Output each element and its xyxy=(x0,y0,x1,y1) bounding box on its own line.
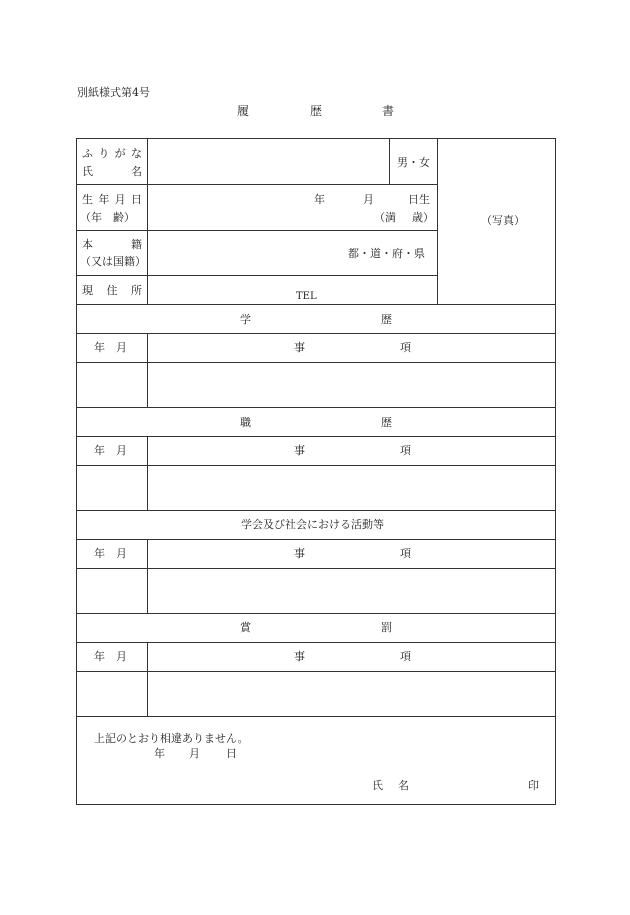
title-char-2: 歴 xyxy=(310,104,323,118)
birth-day-label: 日生 xyxy=(408,193,430,206)
date-month-label: 月 xyxy=(189,747,200,760)
col-divider xyxy=(437,138,438,304)
row-divider xyxy=(76,436,556,437)
row-divider xyxy=(76,613,556,614)
title-char-3: 書 xyxy=(382,104,395,118)
col-header-item-1: 事 xyxy=(294,650,305,663)
section-education-title-1: 学 xyxy=(240,313,251,326)
honseki-label: 本 籍 xyxy=(82,238,142,251)
row-divider xyxy=(76,465,556,466)
attestation-statement: 上記のとおり相違ありません。 xyxy=(94,732,249,745)
row-divider xyxy=(76,230,438,231)
photo-placeholder: （写真） xyxy=(481,214,525,227)
table-border-bottom xyxy=(76,804,556,805)
section-career-title-2: 歴 xyxy=(381,416,392,429)
col-header-item-2: 項 xyxy=(400,341,411,354)
section-activities-title: 学会及び社会における活動等 xyxy=(241,518,384,531)
age-close-label: 歳） xyxy=(412,211,434,224)
col-header-item-1: 事 xyxy=(294,547,305,560)
section-awards-title-1: 賞 xyxy=(240,621,251,634)
col-header-date: 年 月 xyxy=(94,341,127,354)
row-divider xyxy=(76,333,556,334)
col-header-date: 年 月 xyxy=(94,547,127,560)
signature-name-label-1: 氏 xyxy=(372,779,383,792)
col-header-item-2: 項 xyxy=(400,547,411,560)
name-label: 氏 名 xyxy=(82,165,142,178)
col-header-item-1: 事 xyxy=(294,341,305,354)
signature-name-label-2: 名 xyxy=(398,779,409,792)
col-header-item-2: 項 xyxy=(400,650,411,663)
col-divider xyxy=(147,539,148,613)
section-awards-title-2: 罰 xyxy=(381,621,392,634)
prefecture-field[interactable]: 都・道・府・県 xyxy=(348,247,425,260)
table-border-top xyxy=(76,138,556,139)
row-divider xyxy=(76,362,556,363)
col-divider xyxy=(147,436,148,510)
col-divider xyxy=(389,138,390,184)
seal-label: 印 xyxy=(528,779,539,792)
row-divider xyxy=(76,184,438,185)
col-divider xyxy=(147,333,148,407)
tel-label: TEL xyxy=(296,291,317,302)
gender-field[interactable]: 男・女 xyxy=(397,156,430,169)
col-header-date: 年 月 xyxy=(94,444,127,457)
date-day-label: 日 xyxy=(226,747,237,760)
col-divider xyxy=(147,138,148,304)
row-divider xyxy=(76,510,556,511)
col-divider xyxy=(147,642,148,716)
birthdate-label: 生 年 月 日 xyxy=(82,193,142,206)
row-divider xyxy=(76,539,556,540)
col-header-date: 年 月 xyxy=(94,650,127,663)
date-year-label: 年 xyxy=(154,747,165,760)
row-divider xyxy=(76,407,556,408)
row-divider xyxy=(76,275,438,276)
section-career-title-1: 職 xyxy=(240,416,251,429)
col-header-item-1: 事 xyxy=(294,444,305,457)
row-divider xyxy=(76,568,556,569)
section-education-title-2: 歴 xyxy=(381,313,392,326)
furigana-label: ふ り が な xyxy=(82,147,142,160)
row-divider xyxy=(76,671,556,672)
col-header-item-2: 項 xyxy=(400,444,411,457)
table-border-right xyxy=(555,138,556,805)
row-divider xyxy=(76,716,556,717)
form-number: 別紙様式第4号 xyxy=(77,86,150,99)
title-char-1: 履 xyxy=(237,104,250,118)
age-label: （年 齢） xyxy=(80,211,135,224)
nationality-label: （又は国籍） xyxy=(80,255,146,268)
address-label: 現 住 所 xyxy=(82,284,142,297)
birth-month-label: 月 xyxy=(363,193,374,206)
row-divider xyxy=(76,642,556,643)
birth-year-label: 年 xyxy=(314,193,325,206)
row-divider xyxy=(76,304,556,305)
table-border-left xyxy=(76,138,77,805)
age-open-label: （満 xyxy=(374,211,396,224)
